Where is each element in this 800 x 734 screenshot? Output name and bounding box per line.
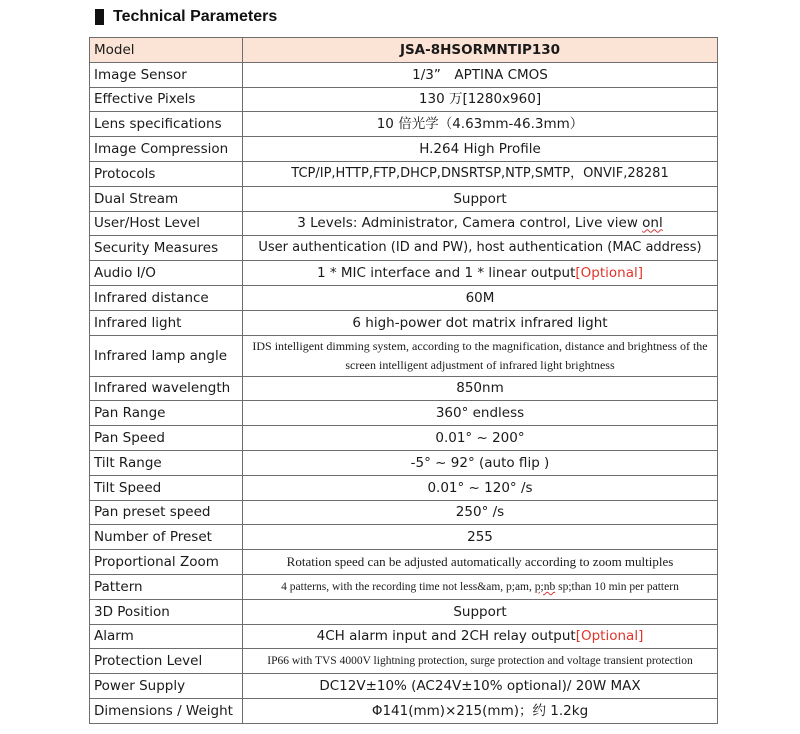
table-row: [90, 450, 718, 475]
param-value-text: 4CH alarm input and 2CH relay output: [316, 628, 576, 645]
param-label: Infrared wavelength: [90, 376, 243, 401]
table-row: [90, 376, 718, 401]
heading-bar-icon: [95, 9, 104, 25]
param-label: Dimensions / Weight: [90, 698, 243, 723]
param-label: Protection Level: [90, 649, 243, 674]
table-row: [90, 335, 718, 376]
table-row: [90, 211, 718, 236]
param-value: [243, 211, 718, 236]
table-row: [90, 186, 718, 211]
param-label: Pan preset speed: [90, 500, 243, 525]
table-row: [90, 550, 718, 575]
param-value: Φ141(mm)×215(mm)；约 1.2kg: [243, 698, 718, 723]
param-value: 255: [243, 525, 718, 550]
section-title: Technical Parameters: [113, 8, 278, 25]
param-value: 360° endless: [243, 401, 718, 426]
param-label: Image Sensor: [90, 62, 243, 87]
param-label: 3D Position: [90, 599, 243, 624]
table-row: [90, 574, 718, 599]
param-label: Image Compression: [90, 137, 243, 162]
param-label: Infrared distance: [90, 285, 243, 310]
param-value: 130 万[1280x960]: [243, 87, 718, 112]
table-row: [90, 649, 718, 674]
param-label: Dual Stream: [90, 186, 243, 211]
param-label: Lens specifications: [90, 112, 243, 137]
param-label: Pattern: [90, 574, 243, 599]
param-value: Rotation speed can be adjusted automatically according to zoom multiples: [243, 550, 718, 575]
technical-parameters-table: [89, 37, 718, 724]
param-value: 60M: [243, 285, 718, 310]
table-row: [90, 674, 718, 699]
param-label: User/Host Level: [90, 211, 243, 236]
param-label: Tilt Range: [90, 450, 243, 475]
param-label: Effective Pixels: [90, 87, 243, 112]
param-value: [243, 261, 718, 286]
param-label: Model: [90, 38, 243, 63]
param-value: 0.01° ~ 120° /s: [243, 475, 718, 500]
table-row: [90, 236, 718, 261]
table-row: [90, 525, 718, 550]
param-value-text: 1 * MIC interface and 1 * linear output: [316, 265, 576, 282]
param-label: Power Supply: [90, 674, 243, 699]
table-row: [90, 599, 718, 624]
param-value: Support: [243, 186, 718, 211]
param-label: Alarm: [90, 624, 243, 649]
param-label: Audio I/O: [90, 261, 243, 286]
param-label: Infrared light: [90, 310, 243, 335]
param-value: DC12V±10% (AC24V±10% optional)/ 20W MAX: [243, 674, 718, 699]
param-value: 850nm: [243, 376, 718, 401]
param-label: Tilt Speed: [90, 475, 243, 500]
param-value: User authentication (ID and PW), host authentication (MAC address): [243, 236, 718, 261]
param-value: TCP/IP,HTTP,FTP,DHCP,DNSRTSP,NTP,SMTP，ONVIF,28281: [243, 161, 718, 186]
table-row: [90, 285, 718, 310]
param-label: Number of Preset: [90, 525, 243, 550]
table-row: [90, 698, 718, 723]
optional-tag: [Optional]: [575, 628, 644, 645]
table-row-model: [90, 38, 718, 63]
table-row: [90, 161, 718, 186]
param-label: Pan Speed: [90, 426, 243, 451]
table-row: [90, 137, 718, 162]
param-label: Protocols: [90, 161, 243, 186]
table-row: [90, 261, 718, 286]
table-row: [90, 500, 718, 525]
param-value: H.264 High Profile: [243, 137, 718, 162]
spellcheck-flagged-text: onl: [642, 215, 663, 232]
table-row: [90, 112, 718, 137]
param-value: -5° ~ 92° (auto flip ): [243, 450, 718, 475]
param-label: Pan Range: [90, 401, 243, 426]
param-value: JSA-8HSORMNTIP130: [243, 38, 718, 63]
param-value-text: 3 Levels: Administrator, Camera control, Live view: [297, 215, 643, 232]
param-value-text: 4 patterns, with the recording time not less&am, p;am,: [281, 580, 535, 593]
param-value: Support: [243, 599, 718, 624]
param-value: 1/3” APTINA CMOS: [243, 62, 718, 87]
param-value: IP66 with TVS 4000V lightning protection, surge protection and voltage transient protection: [243, 649, 718, 674]
param-value: IDS intelligent dimming system, according to the magnification, distance and brightness of the screen intelligent adjustment of infrared light brightness: [243, 335, 718, 376]
table-row: [90, 426, 718, 451]
param-value: 0.01° ~ 200°: [243, 426, 718, 451]
table-row: [90, 62, 718, 87]
table-row: [90, 624, 718, 649]
table-row: [90, 87, 718, 112]
spellcheck-flagged-text: p;nb: [534, 580, 556, 593]
param-value: [243, 624, 718, 649]
param-value: 10 倍光学（4.63mm-46.3mm）: [243, 112, 718, 137]
param-value-text: sp;than 10 min per pattern: [555, 580, 679, 593]
section-heading: [95, 6, 277, 28]
table-row: [90, 475, 718, 500]
optional-tag: [Optional]: [575, 265, 643, 282]
param-label: Security Measures: [90, 236, 243, 261]
table-row: [90, 310, 718, 335]
param-label: Infrared lamp angle: [90, 335, 243, 376]
table-row: [90, 401, 718, 426]
param-value: 250° /s: [243, 500, 718, 525]
param-label: Proportional Zoom: [90, 550, 243, 575]
param-value: [243, 574, 718, 599]
param-value: 6 high-power dot matrix infrared light: [243, 310, 718, 335]
